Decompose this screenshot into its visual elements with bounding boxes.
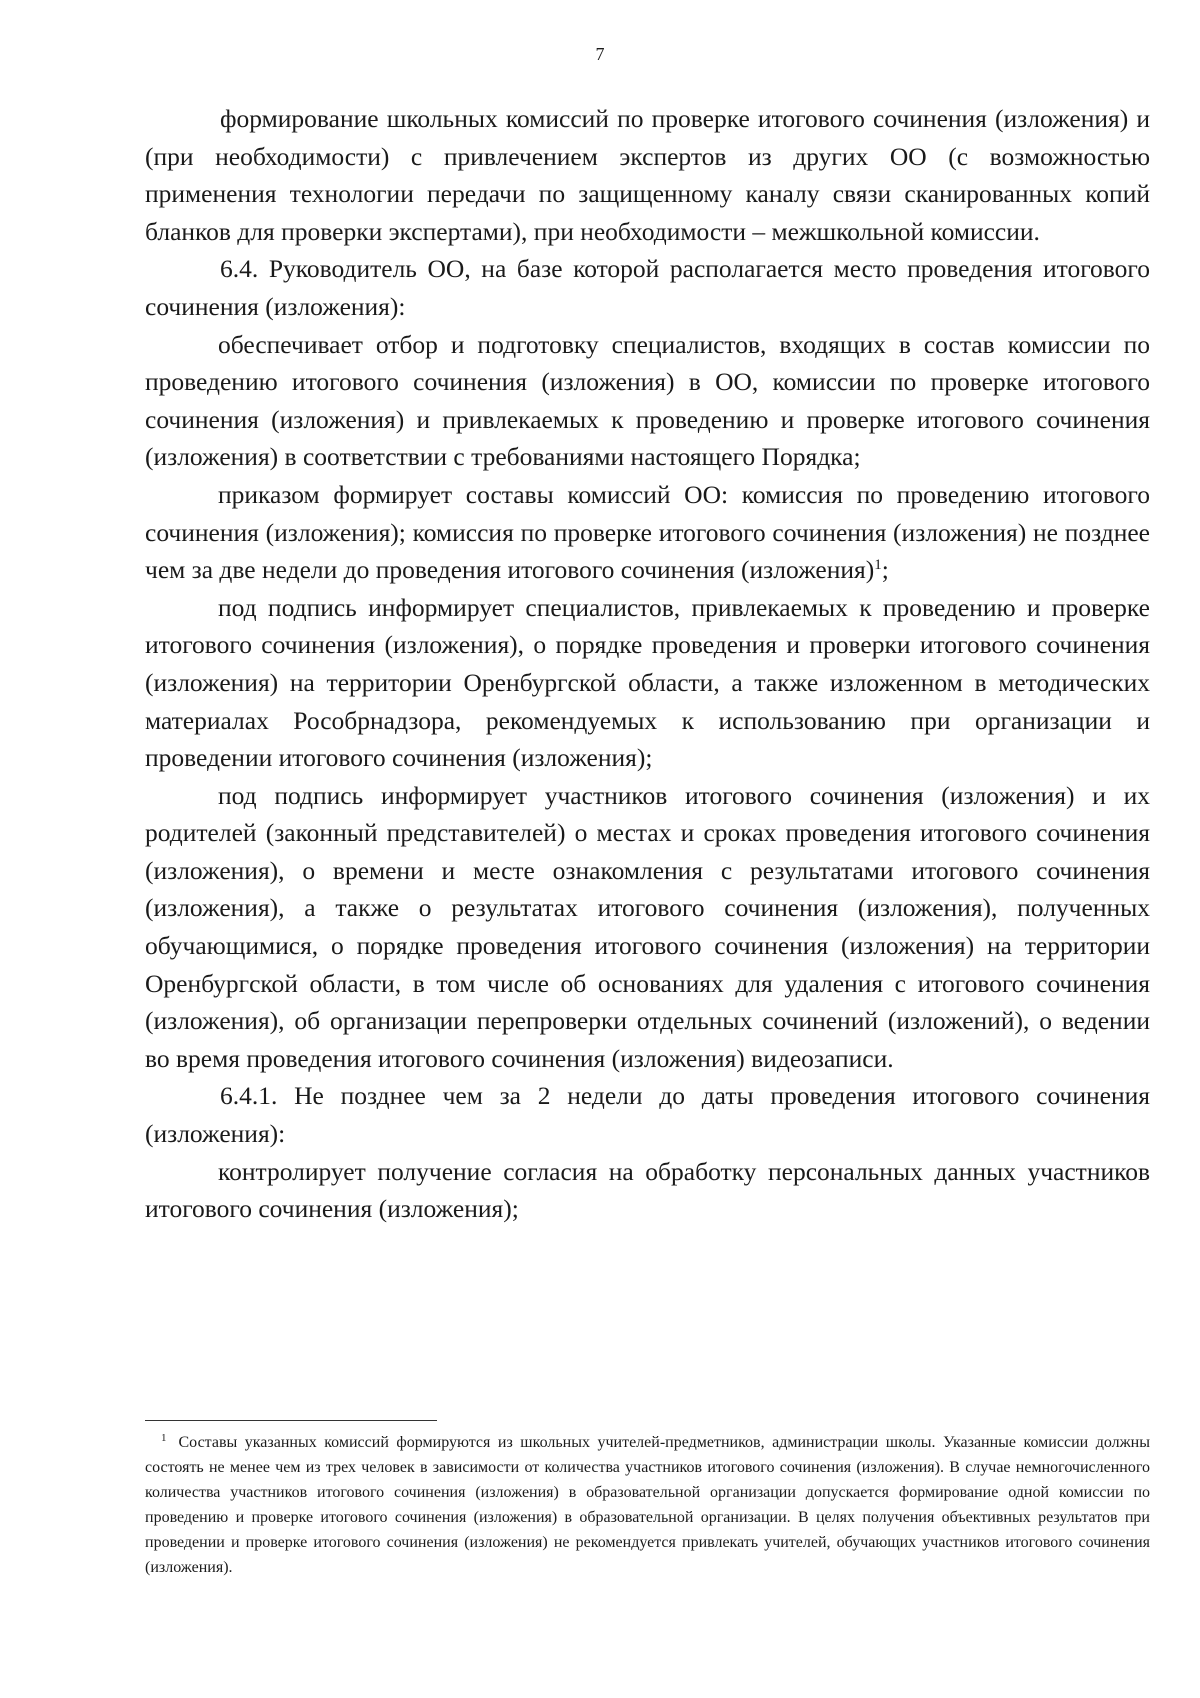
paragraph-school-commissions: формирование школьных комиссий по проверке итогового сочинения (изложения) и (при необходимости) с привлечением экспертов из других ОО (с возможностью применения технологии передачи по защищенному каналу связи сканированных копий бланков для проверки экспертами), при необходимости – межшкольной комиссии.: [145, 104, 1150, 246]
paragraph-staff-selection: обеспечивает отбор и подготовку специалистов, входящих в состав комиссии по проведению итогового сочинения (изложения) в ОО, комиссии по проверке итогового сочинения (изложения) и привлекаемых к проведению и проверке итогового сочинения (изложения) в соответствии с требованиями настоящего Порядка;: [145, 329, 1150, 472]
footnote-text: Составы указанных комиссий формируются из школьных учителей-предметников, администрации школы. Указанные комиссии должны состоять не менее чем из трех человек в зависимости от количества участников итогового сочинения (изложения). В случае немногочисленного количества участников итогового сочинения (изложения) в образовательной организации допускается формирование одной комиссии по проведению и проверке итогового сочинения (изложения) в образовательной организации. В целях получения объективных результатов при проведении и проверке итогового сочинения (изложения) не рекомендуется привлекать учителей, обучающих участников итогового сочинения (изложения).: [145, 1434, 1150, 1576]
paragraph-inform-participants: под подпись информирует участников итогового сочинения (изложения) и их родителей (законный представителей) о местах и сроках проведения итогового сочинения (изложения), о времени и месте ознакомления с результатами итогового сочинения (изложения), а также о результатах итогового сочинения (изложения), полученных обучающимися, о порядке проведения итогового сочинения (изложения) на территории Оренбургской области, в том числе об основаниях для удаления с итогового сочинения (изложения), об организации перепроверки отдельных сочинений (изложений), о ведении во время проведения итогового сочинения (изложения) видеозаписи.: [145, 780, 1150, 1073]
paragraph-commission-order: [145, 476, 1150, 589]
paragraph-commission-order-text: приказом формирует составы комиссий ОО: комиссия по проведению итогового сочинения (изложения); комиссия по проверке итогового сочинения (изложения) не позднее чем за две недели до проведения итогового сочинения (изложения): [145, 479, 1150, 585]
page-number: 7: [595, 44, 605, 64]
paragraph-section-6-4-1: 6.4.1. Не позднее чем за 2 недели до даты проведения итогового сочинения (изложения):: [145, 1081, 1150, 1149]
footnote: [145, 1430, 1150, 1580]
paragraph-inform-specialists: под подпись информирует специалистов, привлекаемых к проведению и проверке итогового сочинения (изложения), о порядке проведения и проверки итогового сочинения (изложения) на территории Оренбургской области, а также изложенном в методических материалах Рособрнадзора, рекомендуемых к использованию при организации и проведении итогового сочинения (изложения);: [145, 592, 1150, 773]
footnote-marker: 1: [161, 1432, 167, 1444]
document-body: [145, 100, 1150, 1228]
footnote-reference-punctuation: ;: [881, 555, 889, 585]
footnote-separator: [145, 1420, 437, 1421]
footnote-reference: 1: [874, 557, 882, 574]
paragraph-personal-data-consent: контролирует получение согласия на обработку персональных данных участников итогового сочинения (изложения);: [145, 1156, 1150, 1224]
paragraph-section-6-4: 6.4. Руководитель ОО, на базе которой располагается место проведения итогового сочинения (изложения):: [145, 254, 1150, 321]
